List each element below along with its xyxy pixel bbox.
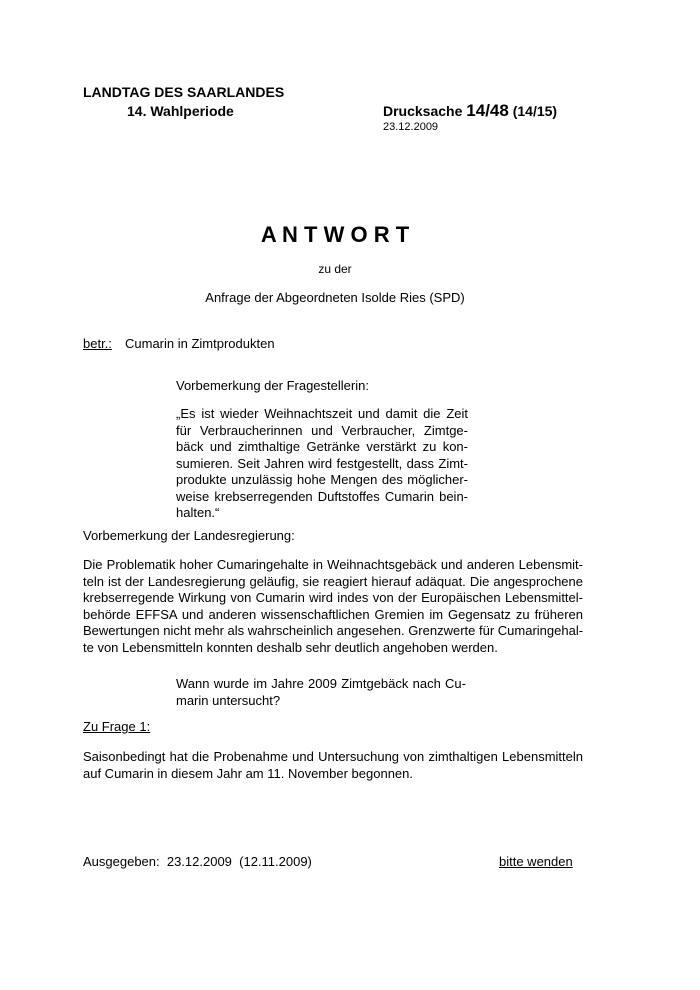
drucksache-label: Drucksache xyxy=(383,103,463,119)
fragestellerin-line: produkte unzulässig hohe Mengen des möglicher- xyxy=(176,472,468,487)
landesregierung-line: Die Problematik hoher Cumaringehalte in Weihnachtsgebäck und anderen Lebensmit- xyxy=(83,557,583,572)
turn-page-note: bitte wenden xyxy=(499,854,573,869)
fragestellerin-line: bäck und zimthaltige Getränke verstärkt zu kon- xyxy=(176,439,468,454)
frage1-line: Wann wurde im Jahre 2009 Zimtgebäck nach Cu- xyxy=(176,676,466,691)
document-subtitle: zu der xyxy=(318,262,352,276)
document-title: A N T W O R T xyxy=(260,222,410,247)
fragestellerin-line: „Es ist wieder Weihnachtszeit und damit die Zeit xyxy=(176,406,468,421)
fragestellerin-line: weise krebserregenden Duftstoffes Cumarin bein- xyxy=(176,488,468,504)
frage1-line: marin untersucht? xyxy=(176,692,281,708)
answer-line: auf Cumarin in diesem Jahr am 11. November begonnen. xyxy=(83,765,413,781)
landesregierung-heading: Vorbemerkung der Landesregierung: xyxy=(83,528,295,543)
fragestellerin-line: sumieren. Seit Jahren wird festgestellt, dass Zimt- xyxy=(176,455,468,471)
landesregierung-line: te von Lebensmitteln konnten deshalb sehr deutlich angehoben werden. xyxy=(83,639,498,655)
fragestellerin-heading: Vorbemerkung der Fragestellerin: xyxy=(176,378,369,393)
fragestellerin-text xyxy=(176,406,468,522)
document-date: 23.12.2009 xyxy=(383,121,439,133)
betr-text: Cumarin in Zimtprodukten xyxy=(125,336,275,351)
answer-line: Saisonbedingt hat die Probenahme und Untersuchung von zimthaltigen Lebensmitteln xyxy=(83,749,583,764)
landesregierung-line: krebserregende Wirkung von Cumarin wird indes von der Europäischen Lebensmittel- xyxy=(83,590,583,605)
landesregierung-text xyxy=(83,557,583,656)
drucksache-number: 14/48 xyxy=(466,101,509,120)
answer-heading: Zu Frage 1: xyxy=(83,719,151,734)
legislative-period: 14. Wahlperiode xyxy=(127,103,234,119)
anfrage-line: Anfrage der Abgeordneten Isolde Ries (SPD) xyxy=(205,290,465,305)
issued-line: Ausgegeben: 23.12.2009 (12.11.2009) xyxy=(83,854,312,869)
landesregierung-line: teln ist der Landesregierung geläufig, sie reagiert hierauf adäquat. Die angesprochene xyxy=(83,573,583,589)
drucksache-sub: (14/15) xyxy=(512,103,558,119)
landesregierung-line: Bewertungen nicht mehr als wahrscheinlich angesehen. Grenzwerte für Cumaringehal- xyxy=(83,623,584,638)
landesregierung-line: behörde EFFSA und anderen wissenschaftlichen Gremien im Gegensatz zu früheren xyxy=(83,606,583,622)
drucksache xyxy=(383,101,557,121)
betr-label: betr.: xyxy=(83,336,112,351)
answer-text xyxy=(83,749,583,782)
frage1-text xyxy=(176,676,466,709)
fragestellerin-line: halten.“ xyxy=(176,505,220,520)
fragestellerin-line: für Verbraucherinnen und Verbraucher, Zimtge- xyxy=(176,422,468,438)
institution-name: LANDTAG DES SAARLANDES xyxy=(83,84,285,100)
